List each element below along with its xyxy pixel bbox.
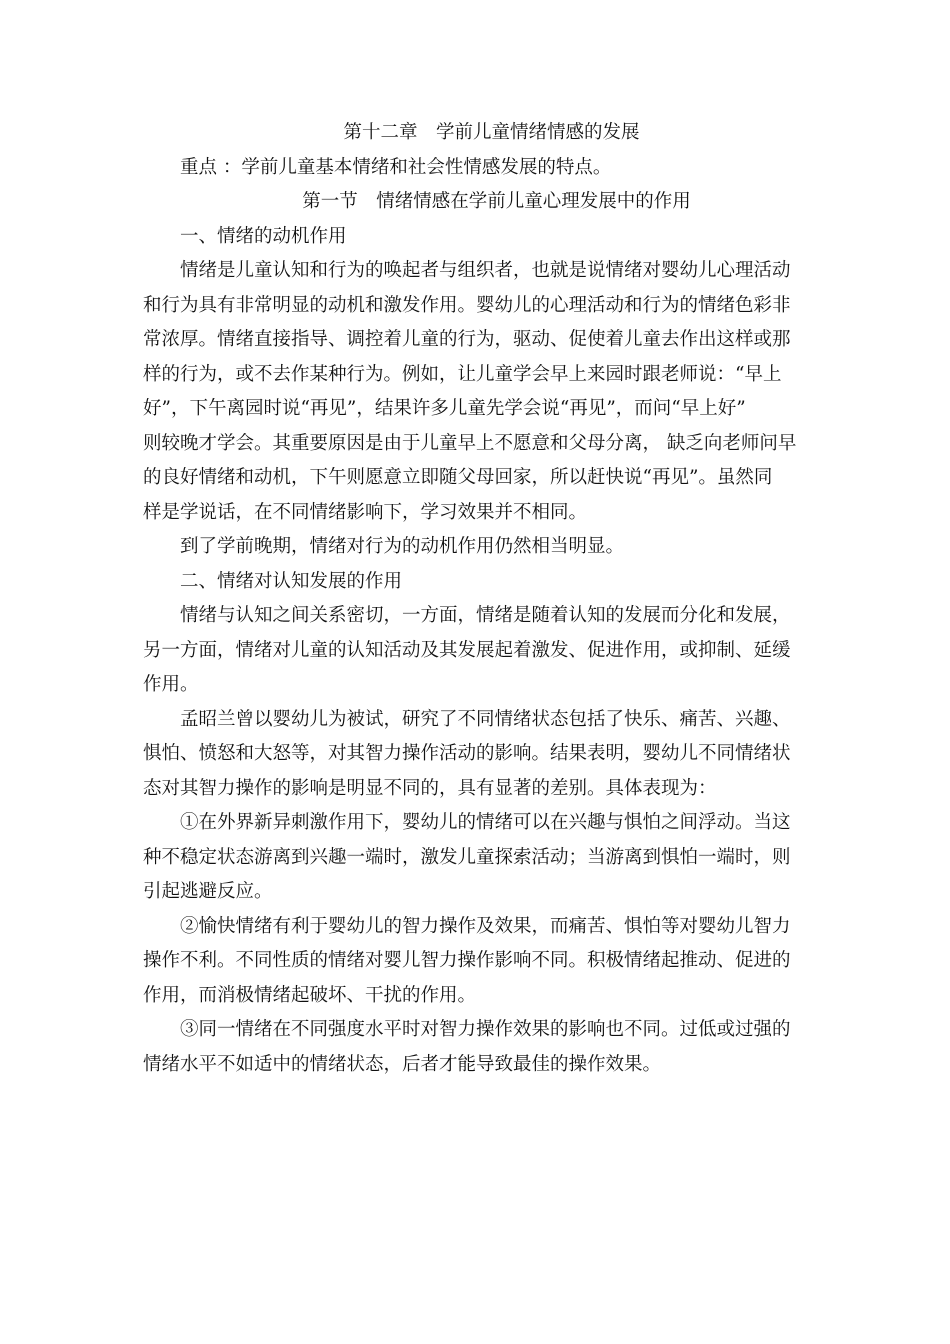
text-line: ③同一情绪在不同强度水平时对智力操作效果的影响也不同。过低或过强的: [180, 1019, 791, 1040]
key-point: 重点 ：学前儿童基本情绪和社会性情感发展的特点。: [180, 156, 612, 178]
text-line: 情绪与认知之间关系密切，一方面，情绪是随着认知的发展而分化和发展，: [180, 605, 791, 626]
text-line: 种不稳定状态游离到兴趣一端时，激发儿童探索活动；当游离到惧怕一端时，则: [143, 846, 791, 868]
text-line: 孟昭兰曾以婴幼儿为被试，研究了不同情绪状态包括了快乐、痛苦、兴趣、: [180, 708, 791, 730]
section-title: 第一节 情绪情感在学前儿童心理发展中的作用: [302, 191, 691, 212]
text-line: ①在外界新异刺激作用下，婴幼儿的情绪可以在兴趣与惧怕之间浮动。当这: [180, 812, 791, 833]
text-line: 和行为具有非常明显的动机和激发作用。婴幼儿的心理活动和行为的情绪色彩非: [143, 294, 791, 316]
paragraph-point-3: [143, 1013, 810, 1082]
text-line: 样是学说话，在不同情绪影响下，学习效果并不相同。: [143, 501, 588, 523]
text-line: 常浓厚。情绪直接指导、调控着儿童的行为，驱动、促使着儿童去作出这样或那: [143, 329, 791, 350]
paragraph-motivation: [143, 254, 810, 530]
paragraph-research: [143, 703, 810, 807]
heading-motivation: 一、情绪的动机作用: [180, 225, 347, 247]
text-line: 情绪是儿童认知和行为的唤起者与组织者，也就是说情绪对婴幼儿心理活动: [180, 260, 791, 281]
paragraph-point-2: [143, 910, 810, 1014]
text-line: 态对其智力操作的影响是明显不同的，具有显著的差别。具体表现为：: [143, 777, 717, 799]
chapter-title: 第十二章 学前儿童情绪情感的发展: [343, 122, 640, 143]
document-body: [143, 116, 810, 1082]
text-line: 引起逃避反应。: [143, 881, 273, 902]
text-line: 则较晚才学会。其重要原因是由于儿童早上不愿意和父母分离， 缺乏向老师问早: [143, 432, 797, 454]
text-line: 样的行为，或不去作某种行为。例如，让儿童学会早上来园时跟老师说：“早上: [143, 363, 782, 385]
text-line: 好”，下午离园时说“再见”，结果许多儿童先学会说“再见”，而问“早上好”: [143, 398, 746, 419]
paragraph-point-1: [143, 806, 810, 910]
text-line: 惧怕、愤怒和大怒等，对其智力操作活动的影响。结果表明，婴幼儿不同情绪状: [143, 743, 791, 764]
text-line: 操作不利。不同性质的情绪对婴儿智力操作影响不同。积极情绪起推动、促进的: [143, 950, 791, 971]
text-line: 作用。: [143, 674, 199, 695]
heading-cognition: 二、情绪对认知发展的作用: [180, 570, 403, 592]
text-line: 的良好情绪和动机，下午则愿意立即随父母回家，所以赶快说“再见”。虽然同: [143, 467, 773, 488]
paragraph-late-preschool: 到了学前晚期，情绪对行为的动机作用仍然相当明显。: [180, 536, 625, 557]
text-line: ②愉快情绪有利于婴幼儿的智力操作及效果，而痛苦、惧怕等对婴幼儿智力: [180, 915, 791, 937]
text-line: 另一方面，情绪对儿童的认知活动及其发展起着激发、促进作用，或抑制、延缓: [143, 639, 791, 661]
paragraph-cognition: [143, 599, 810, 703]
text-line: 作用，而消极情绪起破坏、干扰的作用。: [143, 984, 477, 1006]
text-line: 情绪水平不如适中的情绪状态，后者才能导致最佳的操作效果。: [143, 1053, 662, 1075]
